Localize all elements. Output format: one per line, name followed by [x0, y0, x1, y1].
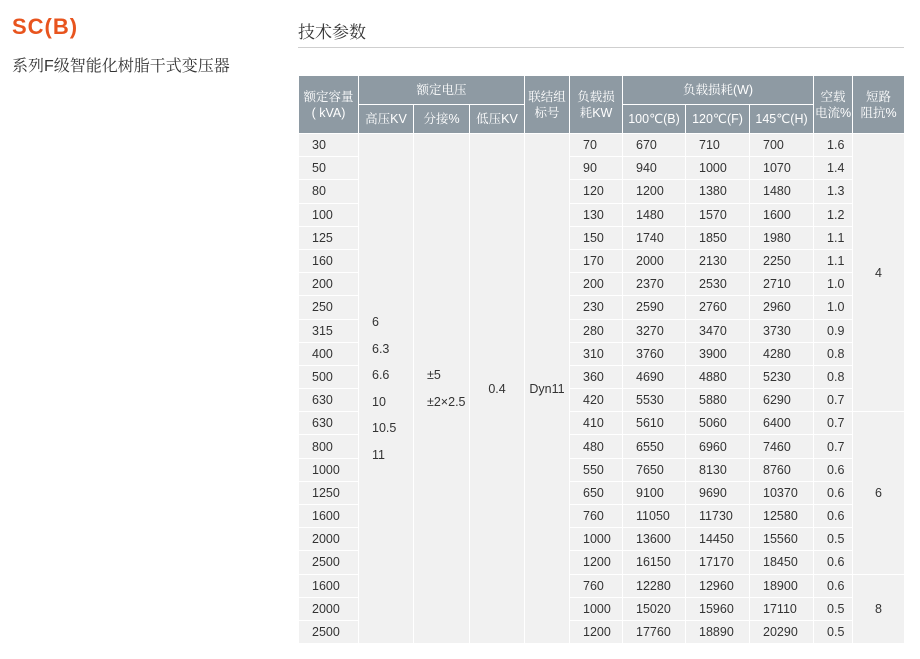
header-current-line1: 空载: [820, 89, 846, 104]
capacity-cell: 1250: [299, 481, 359, 504]
loss-120-cell: 9690: [686, 481, 750, 504]
header-lv: 低压KV: [470, 105, 525, 134]
no-load-current-cell: 1.1: [814, 226, 853, 249]
loss-100-cell: 17760: [623, 620, 686, 643]
loss-100-cell: 2000: [623, 249, 686, 272]
loss-120-cell: 6960: [686, 435, 750, 458]
tap-cell: [414, 134, 470, 644]
capacity-cell: 1000: [299, 458, 359, 481]
loss-145-cell: 1600: [750, 203, 814, 226]
loss-120-cell: 8130: [686, 458, 750, 481]
no-load-current-cell: 0.6: [814, 458, 853, 481]
header-loss-145: 145℃(H): [750, 105, 814, 134]
no-load-loss-cell: 650: [570, 481, 623, 504]
loss-100-cell: 940: [623, 157, 686, 180]
hv-value: 10: [372, 394, 386, 409]
no-load-loss-cell: 1000: [570, 597, 623, 620]
loss-145-cell: 2960: [750, 296, 814, 319]
product-name: 系列F级智能化树脂干式变压器: [12, 58, 230, 75]
no-load-current-cell: 1.0: [814, 296, 853, 319]
capacity-cell: 1600: [299, 574, 359, 597]
hv-cell: [359, 134, 414, 644]
no-load-current-cell: 0.6: [814, 505, 853, 528]
no-load-loss-cell: 230: [570, 296, 623, 319]
loss-145-cell: 15560: [750, 528, 814, 551]
section-title: 技术参数: [298, 23, 366, 42]
hv-value: 6: [372, 315, 379, 330]
no-load-current-cell: 1.3: [814, 180, 853, 203]
header-no-load-current: [814, 76, 853, 134]
no-load-current-cell: 0.6: [814, 481, 853, 504]
loss-145-cell: 1480: [750, 180, 814, 203]
tap-value: ±5: [427, 368, 441, 383]
hv-value: 11: [372, 447, 385, 462]
loss-120-cell: 5880: [686, 389, 750, 412]
loss-120-cell: 14450: [686, 528, 750, 551]
no-load-current-cell: 1.4: [814, 157, 853, 180]
loss-120-cell: 12960: [686, 574, 750, 597]
header-no-load-loss-line1: 负载损: [577, 89, 615, 104]
capacity-cell: 30: [299, 134, 359, 157]
loss-145-cell: 2250: [750, 249, 814, 272]
table-row: [299, 134, 905, 157]
loss-145-cell: 18450: [750, 551, 814, 574]
loss-100-cell: 670: [623, 134, 686, 157]
tap-value: ±2×2.5: [427, 394, 466, 409]
loss-100-cell: 3270: [623, 319, 686, 342]
loss-100-cell: 6550: [623, 435, 686, 458]
capacity-cell: 630: [299, 412, 359, 435]
no-load-current-cell: 0.5: [814, 620, 853, 643]
loss-120-cell: 15960: [686, 597, 750, 620]
no-load-loss-cell: 170: [570, 249, 623, 272]
capacity-cell: 160: [299, 249, 359, 272]
loss-120-cell: 2530: [686, 273, 750, 296]
no-load-current-cell: 0.5: [814, 528, 853, 551]
capacity-cell: 500: [299, 365, 359, 388]
header-impedance-line2: 阻抗%: [860, 105, 897, 120]
header-hv: 高压KV: [359, 105, 414, 134]
loss-100-cell: 4690: [623, 365, 686, 388]
loss-145-cell: 20290: [750, 620, 814, 643]
header-capacity-line2: ( kVA): [311, 105, 346, 120]
header-load-loss: 负载损耗(W): [623, 76, 814, 105]
loss-145-cell: 6290: [750, 389, 814, 412]
no-load-loss-cell: 410: [570, 412, 623, 435]
connection-cell: Dyn11: [525, 134, 570, 644]
loss-145-cell: 12580: [750, 505, 814, 528]
loss-120-cell: 18890: [686, 620, 750, 643]
no-load-loss-cell: 280: [570, 319, 623, 342]
loss-120-cell: 11730: [686, 505, 750, 528]
no-load-loss-cell: 310: [570, 342, 623, 365]
no-load-loss-cell: 360: [570, 365, 623, 388]
capacity-cell: 315: [299, 319, 359, 342]
no-load-loss-cell: 200: [570, 273, 623, 296]
no-load-loss-cell: 480: [570, 435, 623, 458]
no-load-loss-cell: 1000: [570, 528, 623, 551]
header-connection-line2: 标号: [534, 105, 560, 120]
loss-100-cell: 16150: [623, 551, 686, 574]
no-load-current-cell: 0.8: [814, 365, 853, 388]
loss-145-cell: 1070: [750, 157, 814, 180]
loss-100-cell: 13600: [623, 528, 686, 551]
no-load-loss-cell: 150: [570, 226, 623, 249]
loss-100-cell: 12280: [623, 574, 686, 597]
no-load-current-cell: 1.1: [814, 249, 853, 272]
loss-145-cell: 10370: [750, 481, 814, 504]
loss-145-cell: 700: [750, 134, 814, 157]
loss-145-cell: 6400: [750, 412, 814, 435]
capacity-cell: 800: [299, 435, 359, 458]
no-load-loss-cell: 70: [570, 134, 623, 157]
header-impedance: [853, 76, 905, 134]
capacity-cell: 1600: [299, 505, 359, 528]
no-load-loss-cell: 130: [570, 203, 623, 226]
product-code: SC(B): [12, 14, 79, 39]
header-capacity: [299, 76, 359, 134]
no-load-current-cell: 0.6: [814, 551, 853, 574]
loss-120-cell: 2130: [686, 249, 750, 272]
loss-120-cell: 1850: [686, 226, 750, 249]
no-load-current-cell: 0.7: [814, 435, 853, 458]
loss-120-cell: 710: [686, 134, 750, 157]
header-loss-100: 100℃(B): [623, 105, 686, 134]
loss-145-cell: 18900: [750, 574, 814, 597]
loss-100-cell: 5610: [623, 412, 686, 435]
loss-145-cell: 17110: [750, 597, 814, 620]
no-load-loss-cell: 1200: [570, 620, 623, 643]
no-load-current-cell: 0.7: [814, 389, 853, 412]
loss-120-cell: 1570: [686, 203, 750, 226]
capacity-cell: 250: [299, 296, 359, 319]
loss-145-cell: 7460: [750, 435, 814, 458]
header-rated-voltage: 额定电压: [359, 76, 525, 105]
capacity-cell: 630: [299, 389, 359, 412]
capacity-cell: 2000: [299, 528, 359, 551]
loss-120-cell: 3900: [686, 342, 750, 365]
loss-145-cell: 4280: [750, 342, 814, 365]
no-load-loss-cell: 760: [570, 574, 623, 597]
header-tap: 分接%: [414, 105, 470, 134]
loss-145-cell: 8760: [750, 458, 814, 481]
header-no-load-loss-line2: 耗KW: [579, 105, 613, 120]
no-load-loss-cell: 90: [570, 157, 623, 180]
hv-value: 10.5: [372, 421, 397, 436]
no-load-current-cell: 0.6: [814, 574, 853, 597]
header-impedance-line1: 短路: [866, 89, 892, 104]
hv-value: 6.6: [372, 368, 390, 383]
loss-145-cell: 2710: [750, 273, 814, 296]
lv-cell: 0.4: [470, 134, 525, 644]
hv-value: 6.3: [372, 341, 390, 356]
loss-100-cell: 1200: [623, 180, 686, 203]
loss-100-cell: 7650: [623, 458, 686, 481]
header-no-load-loss: [570, 76, 623, 134]
loss-100-cell: 11050: [623, 505, 686, 528]
capacity-cell: 80: [299, 180, 359, 203]
loss-120-cell: 5060: [686, 412, 750, 435]
capacity-cell: 2500: [299, 620, 359, 643]
header-current-line2: 电流%: [814, 105, 852, 120]
impedance-cell: 8: [853, 574, 905, 644]
impedance-cell: 4: [853, 134, 905, 412]
loss-100-cell: 1480: [623, 203, 686, 226]
hv-values: [372, 309, 413, 468]
capacity-cell: 400: [299, 342, 359, 365]
loss-100-cell: 2590: [623, 296, 686, 319]
loss-120-cell: 2760: [686, 296, 750, 319]
loss-100-cell: 9100: [623, 481, 686, 504]
loss-120-cell: 1380: [686, 180, 750, 203]
no-load-current-cell: 1.6: [814, 134, 853, 157]
capacity-cell: 2500: [299, 551, 359, 574]
loss-120-cell: 1000: [686, 157, 750, 180]
loss-145-cell: 1980: [750, 226, 814, 249]
capacity-cell: 100: [299, 203, 359, 226]
loss-120-cell: 3470: [686, 319, 750, 342]
capacity-cell: 125: [299, 226, 359, 249]
no-load-current-cell: 0.8: [814, 342, 853, 365]
header-connection-line1: 联结组: [528, 89, 566, 104]
impedance-cell: 6: [853, 412, 905, 574]
loss-100-cell: 15020: [623, 597, 686, 620]
no-load-current-cell: 0.7: [814, 412, 853, 435]
loss-100-cell: 1740: [623, 226, 686, 249]
capacity-cell: 200: [299, 273, 359, 296]
loss-120-cell: 17170: [686, 551, 750, 574]
no-load-loss-cell: 420: [570, 389, 623, 412]
section-divider: [298, 47, 904, 48]
loss-145-cell: 5230: [750, 365, 814, 388]
no-load-current-cell: 0.9: [814, 319, 853, 342]
no-load-current-cell: 1.2: [814, 203, 853, 226]
technical-parameters-table: [298, 75, 905, 644]
no-load-loss-cell: 550: [570, 458, 623, 481]
loss-145-cell: 3730: [750, 319, 814, 342]
loss-100-cell: 3760: [623, 342, 686, 365]
loss-100-cell: 5530: [623, 389, 686, 412]
loss-120-cell: 4880: [686, 365, 750, 388]
loss-100-cell: 2370: [623, 273, 686, 296]
capacity-cell: 50: [299, 157, 359, 180]
header-loss-120: 120℃(F): [686, 105, 750, 134]
no-load-loss-cell: 1200: [570, 551, 623, 574]
no-load-loss-cell: 120: [570, 180, 623, 203]
capacity-cell: 2000: [299, 597, 359, 620]
no-load-loss-cell: 760: [570, 505, 623, 528]
header-connection: [525, 76, 570, 134]
header-capacity-line1: 额定容量: [303, 89, 354, 104]
no-load-current-cell: 0.5: [814, 597, 853, 620]
tap-values: [427, 362, 469, 415]
no-load-current-cell: 1.0: [814, 273, 853, 296]
